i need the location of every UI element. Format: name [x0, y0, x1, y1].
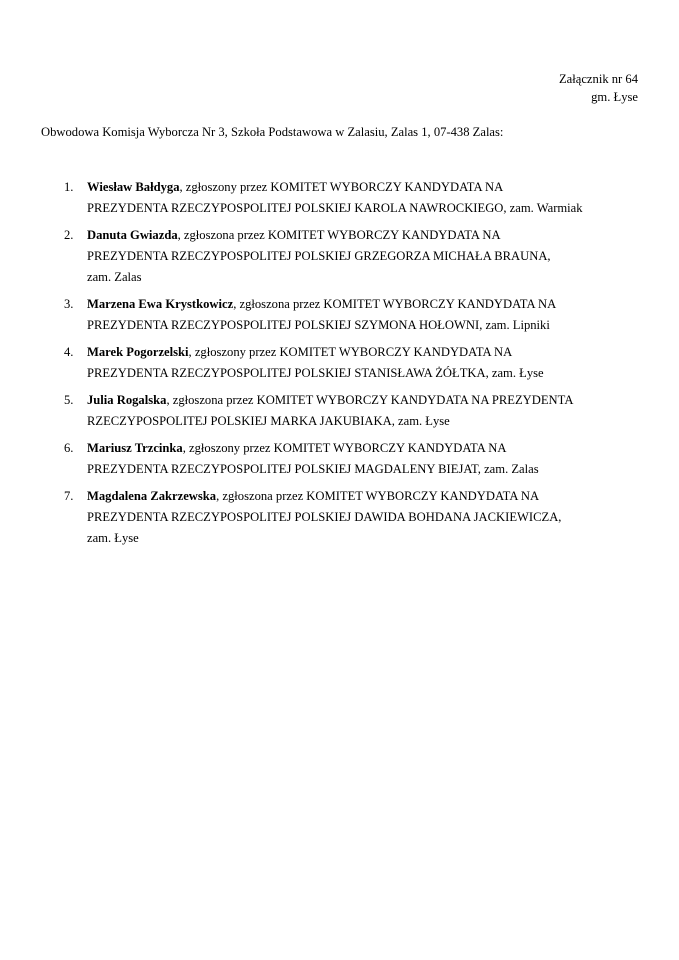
- member-description: , zgłoszona przez KOMITET WYBORCZY KANDYDATA NA PREZYDENTA: [166, 393, 574, 407]
- member-number: 1.: [64, 180, 74, 194]
- member-description: , zgłoszona przez KOMITET WYBORCZY KANDYDATA NA: [233, 297, 557, 311]
- member-number: 5.: [64, 393, 74, 407]
- member-description: , zgłoszona przez KOMITET WYBORCZY KANDYDATA NA: [216, 489, 540, 503]
- member-description: , zgłoszona przez KOMITET WYBORCZY KANDYDATA NA: [177, 228, 501, 242]
- member-line-1: [87, 390, 649, 411]
- member-description: , zgłoszony przez KOMITET WYBORCZY KANDYDATA NA: [179, 180, 504, 194]
- annex-number: Załącznik nr 64: [558, 72, 638, 86]
- member-line-2: PREZYDENTA RZECZYPOSPOLITEJ POLSKIEJ KAROLA NAWROCKIEGO, zam. Warmiak: [87, 201, 583, 215]
- member-name: Mariusz Trzcinka: [87, 441, 183, 455]
- member-description: , zgłoszony przez KOMITET WYBORCZY KANDYDATA NA: [188, 345, 513, 359]
- member-line-1: [87, 438, 649, 459]
- member-name: Danuta Gwiazda: [87, 228, 178, 242]
- list-item: [0, 390, 679, 432]
- annex-municipality: gm. Łyse: [591, 90, 638, 104]
- member-line-3: zam. Zalas: [87, 270, 142, 284]
- member-line-2: RZECZYPOSPOLITEJ POLSKIEJ MARKA JAKUBIAKA, zam. Łyse: [87, 414, 450, 428]
- member-line-2: PREZYDENTA RZECZYPOSPOLITEJ POLSKIEJ STANISŁAWA ŻÓŁTKA, zam. Łyse: [87, 366, 544, 380]
- member-line-2: PREZYDENTA RZECZYPOSPOLITEJ POLSKIEJ SZYMONA HOŁOWNI, zam. Lipniki: [87, 318, 550, 332]
- member-line-2: PREZYDENTA RZECZYPOSPOLITEJ POLSKIEJ GRZEGORZA MICHAŁA BRAUNA,: [87, 249, 551, 263]
- member-description: , zgłoszony przez KOMITET WYBORCZY KANDYDATA NA: [182, 441, 507, 455]
- list-item: [0, 225, 679, 288]
- member-line-1: [87, 177, 649, 198]
- commission-title: Obwodowa Komisja Wyborcza Nr 3, Szkoła Podstawowa w Zalasiu, Zalas 1, 07-438 Zalas:: [41, 125, 504, 139]
- member-number: 2.: [64, 228, 74, 242]
- list-item: [0, 438, 679, 480]
- member-line-1: [87, 294, 649, 315]
- member-list: [0, 177, 679, 555]
- member-number: 3.: [64, 297, 74, 311]
- annex-header: [559, 70, 638, 106]
- list-item: [0, 486, 679, 549]
- member-number: 6.: [64, 441, 74, 455]
- member-name: Magdalena Zakrzewska: [87, 489, 217, 503]
- member-name: Julia Rogalska: [87, 393, 167, 407]
- member-number: 4.: [64, 345, 74, 359]
- member-line-3: zam. Łyse: [87, 531, 139, 545]
- member-line-1: [87, 225, 649, 246]
- member-name: Wiesław Bałdyga: [87, 180, 180, 194]
- member-name: Marek Pogorzelski: [87, 345, 189, 359]
- member-line-2: PREZYDENTA RZECZYPOSPOLITEJ POLSKIEJ DAWIDA BOHDANA JACKIEWICZA,: [87, 510, 562, 524]
- list-item: [0, 177, 679, 219]
- member-line-1: [87, 342, 649, 363]
- list-item: [0, 294, 679, 336]
- member-line-2: PREZYDENTA RZECZYPOSPOLITEJ POLSKIEJ MAGDALENY BIEJAT, zam. Zalas: [87, 462, 539, 476]
- list-item: [0, 342, 679, 384]
- member-line-1: [87, 486, 649, 507]
- member-number: 7.: [64, 489, 74, 503]
- member-name: Marzena Ewa Krystkowicz: [87, 297, 234, 311]
